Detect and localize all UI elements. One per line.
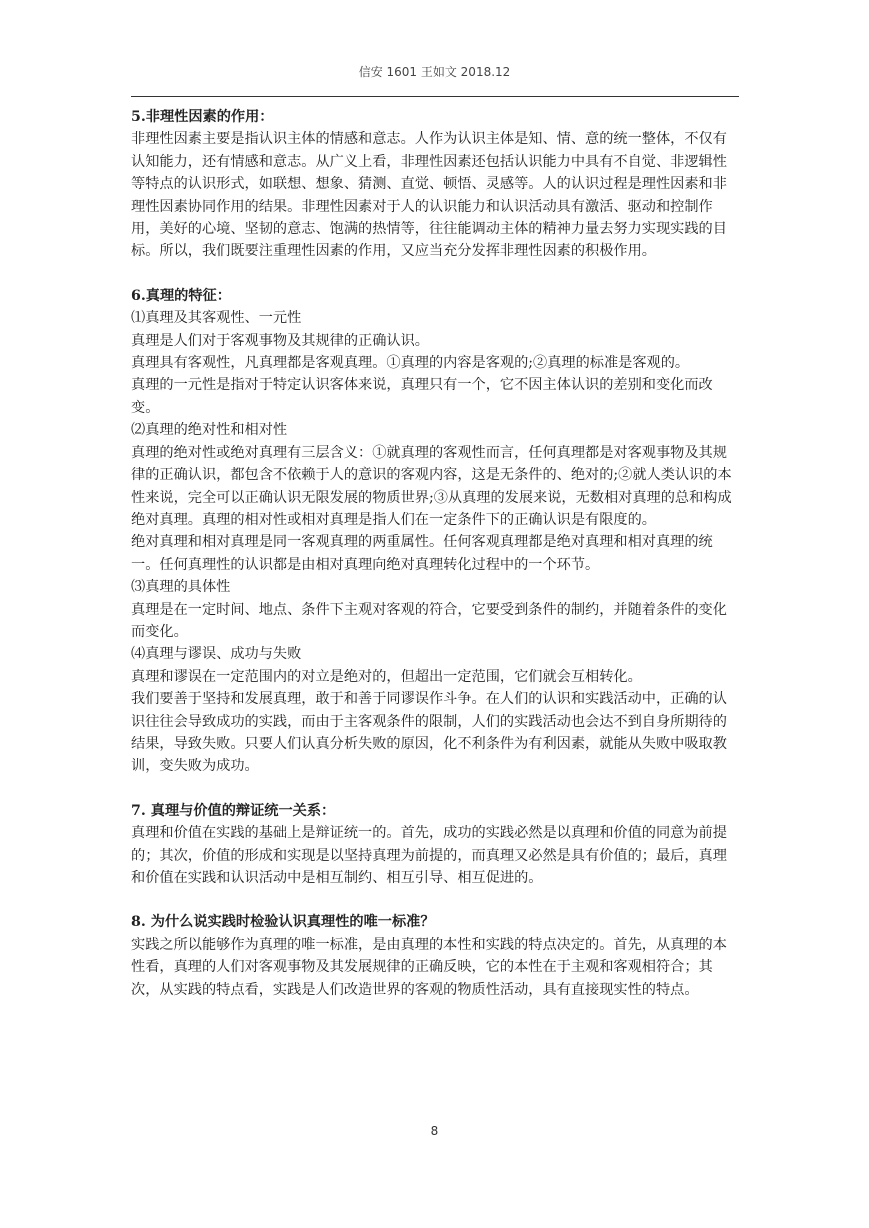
- paragraph: 真理是人们对于客观事物及其规律的正确认识。: [131, 332, 429, 349]
- section-title: 5.非理性因素的作用：: [131, 109, 274, 125]
- paragraph: 我们要善于坚持和发展真理，敢于和善于同谬误作斗争。在人们的认识和实践活动中，正确的认识往往会导致成功的实践，而由于主客观条件的限制，人们的实践活动也会达不到自身所期待的结果，导致失败。只要人们认真分析失败的原因，化不利条件为有利因素，就能从失败中吸取教训，变失败为成功。: [131, 691, 727, 775]
- paragraph: 真理具有客观性，凡真理都是客观真理。①真理的内容是客观的;②真理的标准是客观的。: [131, 355, 690, 372]
- subheading: ⑴真理及其客观性、一元性: [131, 310, 302, 327]
- page-number: 8: [430, 1124, 439, 1138]
- section-6: [131, 285, 739, 778]
- section-8: [131, 911, 739, 1001]
- subheading: ⑷真理与谬误、成功与失败: [131, 646, 302, 663]
- paragraph: 真理的一元性是指对于特定认识客体来说，真理只有一个，它不因主体认识的差别和变化而改变。: [131, 377, 713, 416]
- paragraph: 非理性因素主要是指认识主体的情感和意志。人作为认识主体是知、情、意的统一整体，不仅有认知能力，还有情感和意志。从广义上看，非理性因素还包括认识能力中具有不自觉、非逻辑性等特点的认识形式，如联想、想象、猜测、直觉、顿悟、灵感等。人的认识过程是理性因素和非理性因素协同作用的结果。非理性因素对于人的认识能力和认识活动具有激活、驱动和控制作用，美好的心境、坚韧的意志、饱满的热情等，往往能调动主体的精神力量去努力实现实践的目标。所以，我们既要注重理性因素的作用，又应当充分发挥非理性因素的积极作用。: [131, 131, 727, 260]
- paragraph: 绝对真理和相对真理是同一客观真理的两重属性。任何客观真理都是绝对真理和相对真理的统一。任何真理性的认识都是由相对真理向绝对真理转化过程中的一个环节。: [131, 534, 713, 573]
- section-7: [131, 800, 739, 890]
- subheading: ⑶真理的具体性: [131, 579, 231, 596]
- paragraph: 真理和价值在实践的基础上是辩证统一的。首先，成功的实践必然是以真理和价值的同意为前提的；其次，价值的形成和实现是以坚持真理为前提的，而真理又必然是具有价值的；最后，真理和价值在实践和认识活动中是相互制约、相互引导、相互促进的。: [131, 825, 727, 886]
- paragraph: 真理是在一定时间、地点、条件下主观对客观的符合，它要受到条件的制约，并随着条件的变化而变化。: [131, 601, 727, 640]
- page-header: 信安 1601 王如文 2018.12: [358, 65, 511, 79]
- section-title: 7. 真理与价值的辩证统一关系：: [131, 802, 336, 819]
- section-5: [131, 106, 739, 263]
- document-body: [131, 106, 739, 1001]
- paragraph: 实践之所以能够作为真理的唯一标准，是由真理的本性和实践的特点决定的。首先，从真理的本性看，真理的人们对客观事物及其发展规律的正确反映，它的本性在于主观和客观相符合；其次，从实践的特点看，实践是人们改造世界的客观的物质性活动，具有直接现实性的特点。: [131, 936, 727, 998]
- paragraph: 真理和谬误在一定范围内的对立是绝对的，但超出一定范围，它们就会互相转化。: [131, 668, 642, 685]
- header-divider: [131, 96, 739, 97]
- section-title: 8. 为什么说实践时检验认识真理性的唯一标准？: [131, 914, 435, 931]
- subheading: ⑵真理的绝对性和相对性: [131, 422, 288, 439]
- paragraph: 真理的绝对性或绝对真理有三层含义：①就真理的客观性而言，任何真理都是对客观事物及其规律的正确认识，都包含不依赖于人的意识的客观内容，这是无条件的、绝对的;②就人类认识的本性来说，完全可以正确认识无限发展的物质世界;③从真理的发展来说，无数相对真理的总和构成绝对真理。真理的相对性或相对真理是指人们在一定条件下的正确认识是有限度的。: [131, 444, 732, 528]
- section-title: 6.真理的特征：: [131, 287, 231, 304]
